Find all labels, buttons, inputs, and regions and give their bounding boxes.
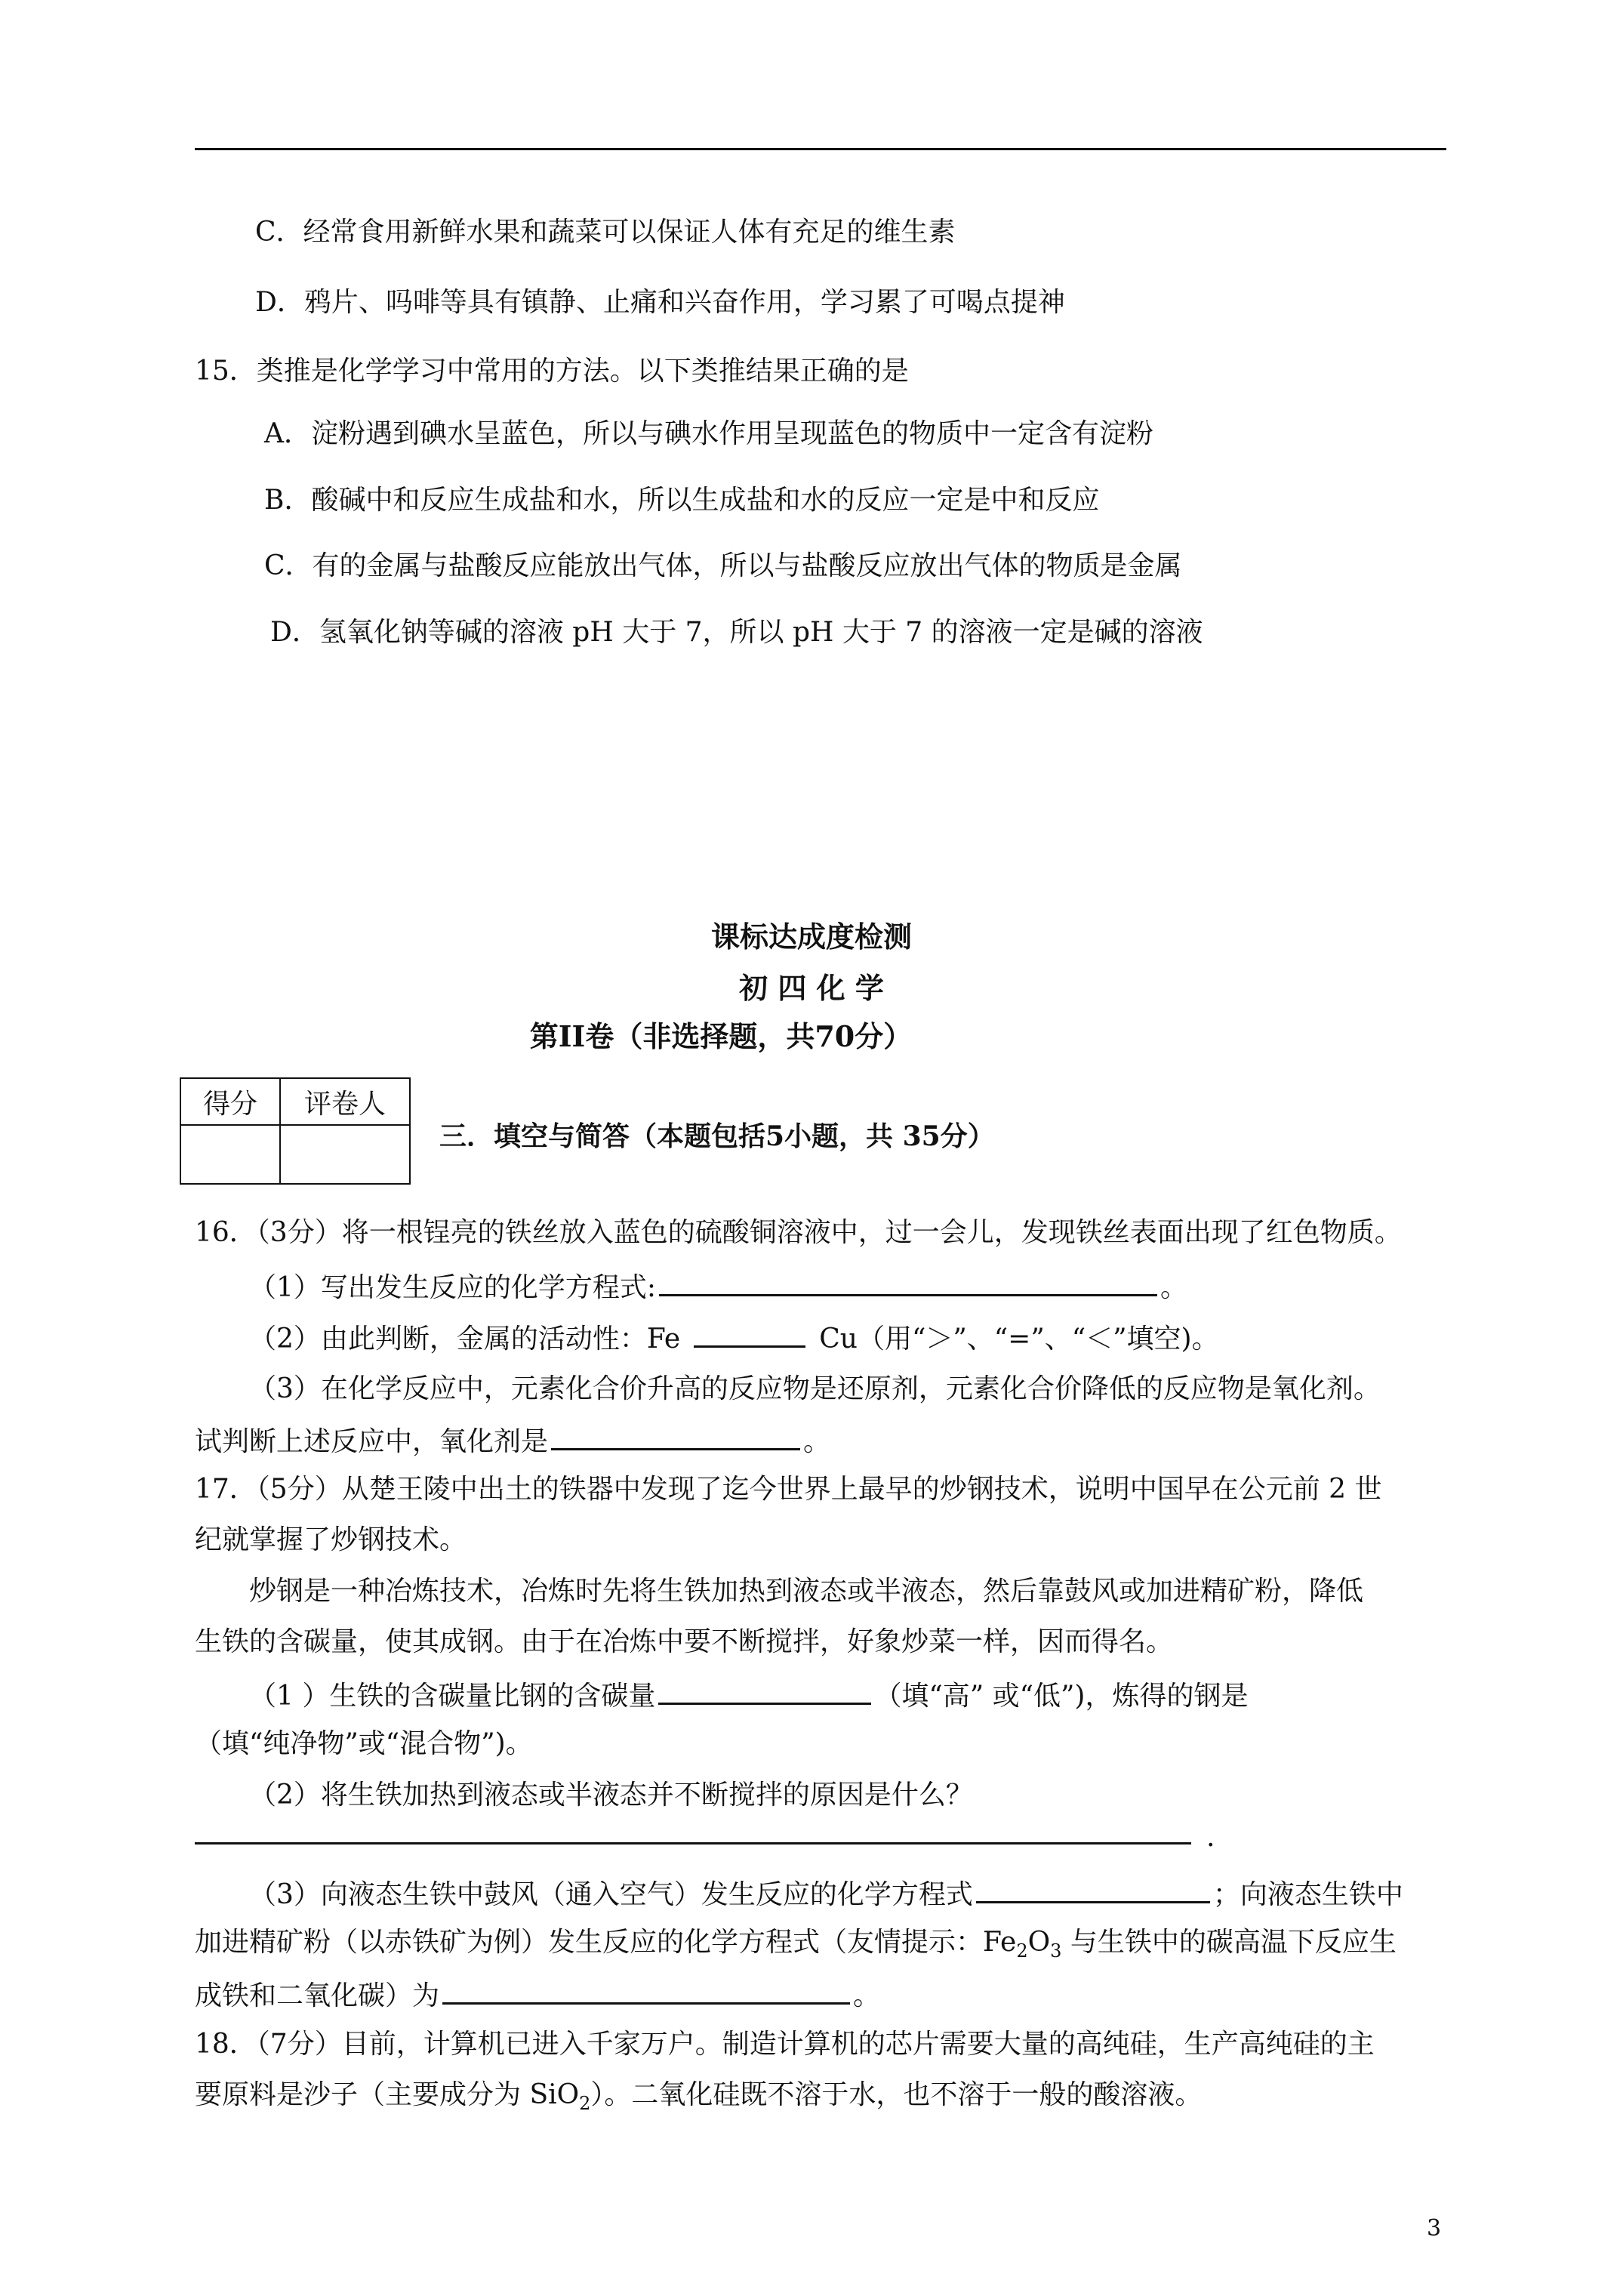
- exam-volume: 第II卷（非选择题，共70分）: [529, 1019, 913, 1053]
- fe2o3-sub-3: 3: [1050, 1940, 1062, 1962]
- q16-part1: [249, 1271, 1187, 1302]
- q15-option-c: C．有的金属与盐酸反应能放出气体，所以与盐酸反应放出气体的物质是金属: [264, 550, 1182, 581]
- q16-part3: （3）在化学反应中，元素化合价升高的反应物是还原剂，元素化合价降低的反应物是氧化剂。: [249, 1373, 1381, 1404]
- fe2o3-sub-2: 2: [1016, 1940, 1028, 1962]
- q17-part1-text: （1 ）生铁的含碳量比钢的含碳量: [249, 1681, 656, 1712]
- q16-part3-end: 。: [803, 1426, 831, 1457]
- q17-part3-cont: [195, 1929, 1397, 1960]
- q17-part3-cont-b: 与生铁中的碳高温下反应生: [1061, 1927, 1397, 1958]
- q17-stem-2: 纪就掌握了炒钢技术。: [195, 1524, 467, 1555]
- q16-part3-cont-text: 试判断上述反应中，氧化剂是: [195, 1426, 549, 1457]
- exam-subject: 初 四 化 学: [739, 971, 884, 1005]
- q16-part1-text: （1）写出发生反应的化学方程式:: [249, 1272, 657, 1303]
- q17-part3-text: （3）向液态生铁中鼓风（通入空气）发生反应的化学方程式: [249, 1879, 973, 1910]
- header-rule: [195, 148, 1446, 150]
- q17-stem-1: 17．（5分）从楚王陵中出土的铁器中发现了迄今世界上最早的炒钢技术，说明中国早在公元前 2 世: [195, 1474, 1382, 1505]
- section-3-heading: 三．填空与简答（本题包括5小题，共 35分）: [439, 1120, 995, 1152]
- sio2-sub: 2: [579, 2093, 591, 2114]
- q15-option-a: A．淀粉遇到碘水呈蓝色，所以与碘水作用呈现蓝色的物质中一定含有淀粉: [264, 418, 1153, 449]
- q16-part2-text: （2）由此判断，金属的活动性：Fe: [249, 1324, 681, 1354]
- q17-part1-text-b: （填“高” 或“低”)，炼得的钢是: [874, 1681, 1249, 1712]
- grade-table: [180, 1077, 411, 1185]
- q16-stem: 16．（3分）将一根锃亮的铁丝放入蓝色的硫酸铜溶液中，过一会儿，发现铁丝表面出现了红色物质。: [195, 1217, 1402, 1248]
- q16-equation-blank[interactable]: [659, 1271, 1157, 1296]
- q17-part1: [249, 1680, 1248, 1710]
- q15-option-d: D．氢氧化钠等碱的溶液 pH 大于 7，所以 pH 大于 7 的溶液一定是碱的溶液: [270, 617, 1203, 648]
- page-number: 3: [1427, 2215, 1442, 2242]
- q17-para-1: 炒钢是一种冶炼技术，冶炼时先将生铁加热到液态或半液态，然后靠鼓风或加进精矿粉，降低: [249, 1576, 1364, 1607]
- q16-part1-end: 。: [1160, 1272, 1188, 1303]
- q16-activity-blank[interactable]: [694, 1323, 805, 1348]
- grader-cell[interactable]: [280, 1125, 410, 1184]
- q18-line-2-b: ）。二氧化硅既不溶于水，也不溶于一般的酸溶液。: [590, 2079, 1203, 2110]
- q14-option-d: D．鸦片、吗啡等具有镇静、止痛和兴奋作用，学习累了可喝点提神: [255, 287, 1065, 318]
- q16-oxidizer-blank[interactable]: [551, 1425, 800, 1450]
- score-header: 得分: [180, 1078, 280, 1125]
- q17-part1-cont: （填“纯净物”或“混合物”)。: [195, 1728, 533, 1759]
- q17-part2: （2）将生铁加热到液态或半液态并不断搅拌的原因是什么？: [249, 1780, 973, 1811]
- q16-part3-cont: [195, 1425, 830, 1456]
- q17-part3-end-line: [195, 1980, 880, 2010]
- q18-line-1: 18．（7分）目前，计算机已进入千家万户。制造计算机的芯片需要大量的高纯硅，生产高纯硅的主: [195, 2029, 1375, 2060]
- q14-option-c: C．经常食用新鲜水果和蔬菜可以保证人体有充足的维生素: [255, 217, 956, 248]
- q17-part3-text-b: ；向液态生铁中: [1212, 1879, 1403, 1910]
- exam-title: 课标达成度检测: [710, 920, 912, 954]
- q18-line-2-a: 要原料是沙子（主要成分为 SiO: [195, 2079, 580, 2110]
- q17-carbon-blank[interactable]: [658, 1680, 871, 1705]
- q17-answer-line[interactable]: [195, 1842, 1191, 1845]
- q17-part3: [249, 1878, 1403, 1909]
- q15-stem: 15．类推是化学学习中常用的方法。以下类推结果正确的是: [195, 356, 909, 387]
- grader-header: 评卷人: [280, 1078, 410, 1125]
- q18-line-2: [195, 2079, 1203, 2114]
- q17-ore-equation-blank[interactable]: [442, 1980, 850, 2005]
- q17-para-2: 生铁的含碳量，使其成钢。由于在冶炼中要不断搅拌，好象炒菜一样，因而得名。: [195, 1626, 1174, 1657]
- q16-part2: [249, 1323, 1219, 1353]
- q17-part3-end: 。: [853, 1980, 881, 2011]
- q17-part3-end-text: 成铁和二氧化碳）为: [195, 1980, 440, 2011]
- q17-part3-cont-a: 加进精矿粉（以赤铁矿为例）发生反应的化学方程式（友情提示：Fe: [195, 1927, 1017, 1958]
- q15-option-b: B．酸碱中和反应生成盐和水，所以生成盐和水的反应一定是中和反应: [264, 485, 1100, 516]
- score-cell[interactable]: [180, 1125, 280, 1184]
- q16-part2-text-b: Cu（用“＞”、“=”、“＜”填空)。: [819, 1324, 1219, 1354]
- fe2o3-o: O: [1027, 1927, 1051, 1958]
- q17-part2-end: .: [1206, 1822, 1215, 1853]
- q17-air-equation-blank[interactable]: [976, 1878, 1210, 1903]
